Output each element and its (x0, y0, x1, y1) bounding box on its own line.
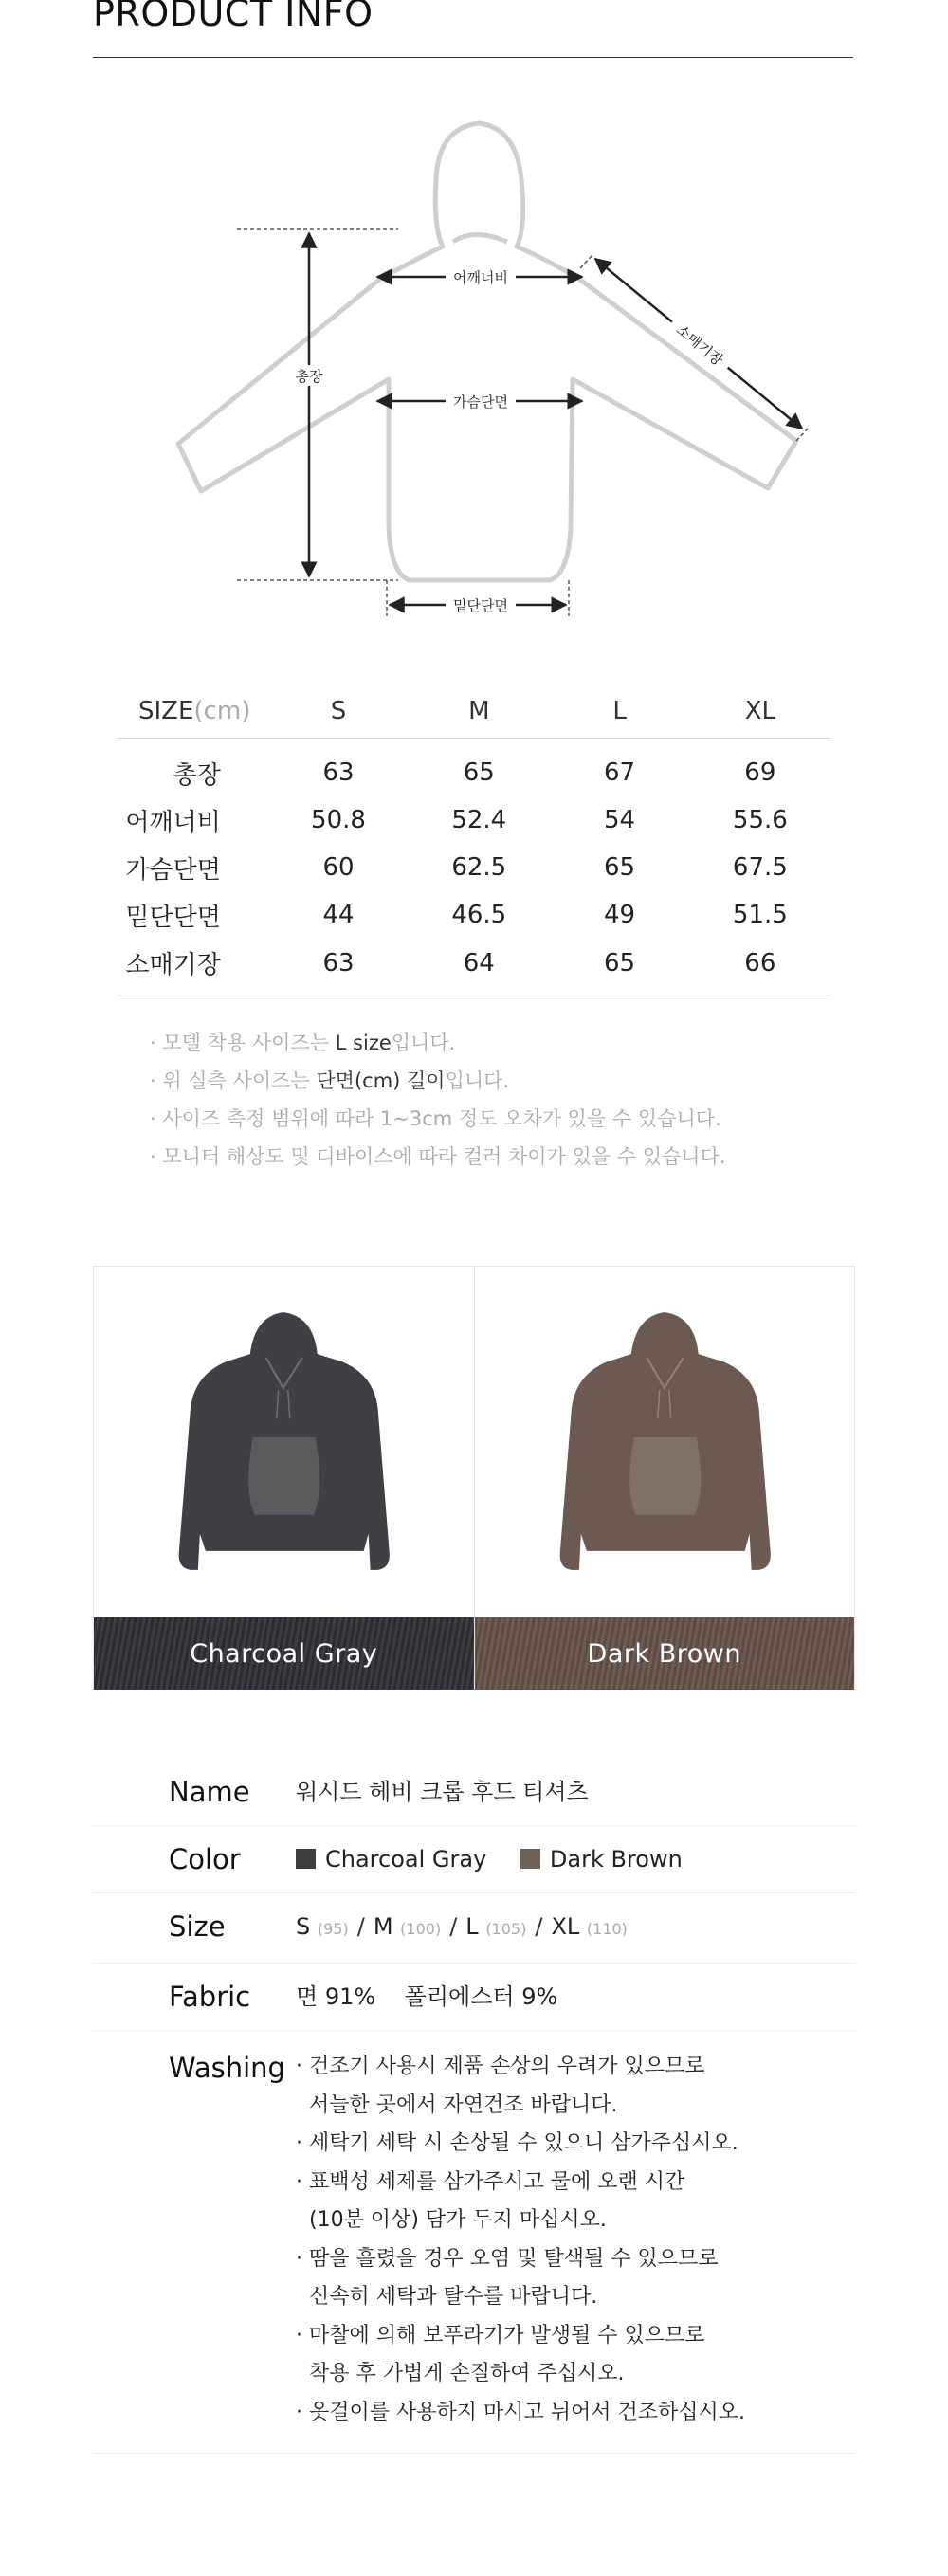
size-number: (105) (485, 1920, 527, 1938)
color-options (296, 1826, 855, 1892)
table-cell: 52.4 (451, 806, 507, 834)
color-swatches (93, 1266, 855, 1690)
product-info-table (93, 1759, 855, 2454)
table-cell: 63 (268, 939, 409, 996)
info-row-name (93, 1759, 855, 1826)
washing-line: · 땀을 흘렸을 경우 오염 및 탈색될 수 있으므로 (296, 2246, 719, 2271)
table-cell: 64 (409, 939, 549, 996)
info-key: Fabric (169, 1981, 251, 2013)
table-cell: 49 (604, 901, 636, 929)
size-notes (150, 1024, 726, 1176)
row-label: 어깨너비 (125, 808, 221, 837)
size-unit: (cm) (193, 696, 251, 725)
title-divider (93, 57, 853, 58)
info-key: Color (169, 1843, 241, 1875)
info-key: Washing (169, 2052, 285, 2084)
table-cell: 51.5 (732, 901, 788, 929)
table-row (118, 844, 830, 891)
table-cell: 60 (322, 853, 355, 882)
info-row-fabric (93, 1964, 855, 2031)
shoulder-measure (377, 266, 582, 287)
chest-label: 가슴단면 (453, 393, 508, 411)
size-label: XL (551, 1913, 580, 1940)
washing-instructions (296, 2031, 855, 2453)
length-label: 총장 (295, 368, 323, 385)
size-label: S (296, 1913, 311, 1940)
sleeve-label: 소매기장 (672, 320, 727, 370)
hoodie-shape (559, 1312, 770, 1570)
product-name: 워시드 헤비 크롭 후드 티셔츠 (296, 1779, 589, 1805)
table-cell: 67.5 (732, 853, 788, 882)
table-cell: 46.5 (451, 901, 507, 929)
color-name: Charcoal Gray (325, 1846, 487, 1873)
size-label: M (373, 1913, 393, 1940)
washing-line: 신속히 세탁과 탈수를 바랍니다. (296, 2285, 598, 2309)
table-cell: 67 (604, 758, 636, 788)
fabric-value: 면 91% 폴리에스터 9% (296, 1983, 558, 2010)
table-cell: 65 (463, 758, 495, 788)
table-cell: 65 (549, 939, 689, 996)
swatch-label: Charcoal Gray (190, 1638, 378, 1669)
size-table (118, 685, 830, 996)
charcoal-hoodie-image (94, 1267, 474, 1619)
swatch-label-band (475, 1617, 855, 1690)
row-label: 밑단단면 (125, 903, 221, 932)
table-cell: 54 (604, 806, 636, 834)
table-cell: 62.5 (451, 853, 507, 882)
size-col-xl: XL (690, 685, 830, 738)
washing-line: 서늘한 곳에서 자연건조 바랍니다. (296, 2092, 618, 2117)
size-header-label: SIZE(cm) (118, 685, 268, 738)
swatch-label: Dark Brown (587, 1638, 741, 1669)
color-chip (520, 1849, 540, 1869)
table-row (118, 738, 830, 796)
sleeve-measure (580, 255, 809, 441)
swatch-label-band (94, 1617, 474, 1690)
size-separator: / (356, 1913, 365, 1940)
washing-line: · 마찰에 의해 보푸라기가 발생될 수 있으므로 (296, 2323, 705, 2348)
washing-line: · 세탁기 세탁 시 손상될 수 있으니 삼가주십시오. (296, 2131, 738, 2155)
measurement-diagram (0, 76, 948, 645)
note-item: · 위 실측 사이즈는 단면(cm) 길이입니다. (150, 1069, 510, 1092)
table-cell: 44 (322, 901, 355, 929)
table-row (118, 796, 830, 844)
table-cell: 63 (322, 758, 355, 788)
info-row-size (93, 1893, 855, 1964)
size-options (296, 1893, 855, 1963)
note-item: · 모니터 해상도 및 디바이스에 따라 컬러 차이가 있을 수 있습니다. (150, 1145, 726, 1168)
color-name: Dark Brown (549, 1846, 683, 1873)
table-cell: 55.6 (732, 806, 788, 834)
size-number: (110) (586, 1920, 628, 1938)
row-label: 소매기장 (118, 939, 268, 996)
washing-line: · 옷걸이를 사용하지 마시고 뉘어서 건조하십시오. (296, 2400, 745, 2424)
washing-line: (10분 이상) 담가 두지 마십시오. (296, 2208, 607, 2232)
table-cell: 65 (604, 853, 636, 882)
hem-measure (387, 580, 569, 616)
color-chip (296, 1849, 316, 1869)
size-col-s: S (268, 685, 409, 738)
size-separator: / (535, 1913, 543, 1940)
brown-hoodie-image (475, 1267, 855, 1619)
washing-line: 착용 후 가볍게 손질하여 주십시오. (296, 2362, 625, 2385)
swatch-dark-brown (474, 1267, 855, 1690)
hoodie-shape (179, 1312, 390, 1570)
info-row-color (93, 1826, 855, 1893)
info-row-washing (93, 2031, 855, 2454)
note-item: · 사이즈 측정 범위에 따라 1~3cm 정도 오차가 있을 수 있습니다. (150, 1107, 721, 1130)
table-cell: 66 (690, 939, 830, 996)
table-row (118, 891, 830, 939)
info-key: Size (169, 1910, 226, 1943)
table-cell: 69 (744, 758, 776, 788)
row-label: 총장 (173, 760, 221, 790)
washing-line: · 건조기 사용시 제품 손상의 우려가 있으므로 (296, 2055, 705, 2078)
size-separator: / (449, 1913, 458, 1940)
washing-line: · 표백성 세제를 삼가주시고 물에 오랜 시간 (296, 2169, 685, 2194)
note-item: · 모델 착용 사이즈는 L size입니다. (150, 1032, 456, 1054)
swatch-charcoal-gray (94, 1267, 474, 1690)
size-table-header (118, 685, 830, 738)
size-number: (100) (400, 1920, 442, 1938)
size-label: L (465, 1913, 479, 1940)
table-cell: 50.8 (311, 806, 366, 834)
size-col-l: L (549, 685, 689, 738)
info-key: Name (169, 1776, 250, 1808)
table-row (118, 939, 830, 996)
row-label: 가슴단면 (125, 855, 221, 885)
size-number: (95) (317, 1920, 349, 1938)
hem-label: 밑단단면 (453, 597, 508, 614)
chest-measure (377, 391, 582, 411)
size-col-m: M (409, 685, 549, 738)
page-title: PRODUCT INFO (93, 0, 374, 34)
shoulder-label: 어깨너비 (453, 269, 508, 286)
